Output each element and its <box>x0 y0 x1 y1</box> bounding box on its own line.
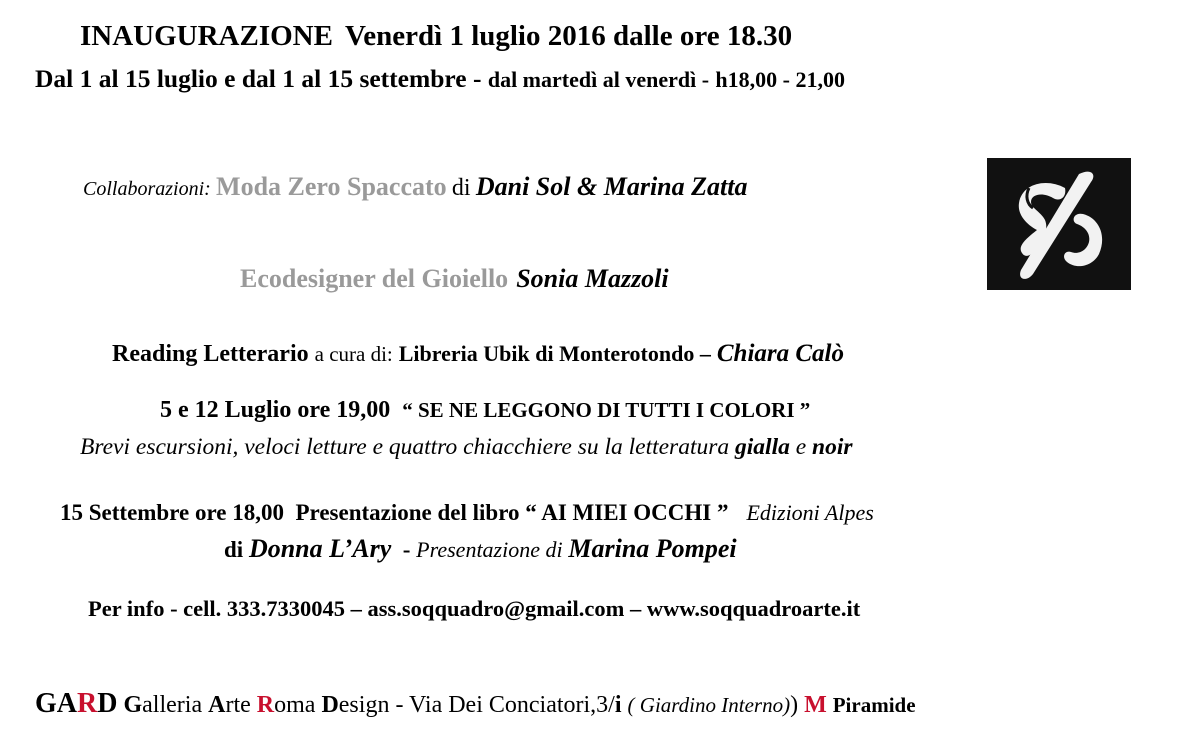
reading-person: Chiara Calò <box>716 340 844 367</box>
book-date: 15 Settembre ore 18,00 <box>60 500 284 525</box>
inauguration-line <box>80 20 792 53</box>
address-close: ) <box>790 692 799 718</box>
address: - Via Dei Conciatori,3/ <box>395 692 615 718</box>
book-presentation: Presentazione del libro <box>295 500 520 525</box>
collab-names: Dani Sol & Marina Zatta <box>475 172 748 201</box>
book-sep: - <box>402 537 411 562</box>
metro-icon: M <box>804 692 827 718</box>
collab-label: Collaborazioni: <box>83 178 211 200</box>
reading-library: Libreria Ubik di Monterotondo – <box>398 341 711 366</box>
collab-di: di <box>451 175 471 201</box>
book-presenter: Marina Pompei <box>568 534 737 563</box>
dates-line <box>35 64 845 94</box>
reading-e: e <box>795 434 807 460</box>
contact-line: Per info - cell. 333.7330045 – ass.soqquadro@gmail.com – www.soqquadroarte.it <box>88 596 861 621</box>
inauguration-date: Venerdì 1 luglio 2016 dalle ore 18.30 <box>344 20 793 52</box>
reading-description <box>80 434 853 461</box>
address-i: i <box>614 692 622 718</box>
reading-desc-start: Brevi escursioni, veloci letture e quattro chiacchiere su la letteratura <box>80 434 730 460</box>
ecodesigner-name: Sonia Mazzoli <box>516 264 669 293</box>
address-garden: ( Giardino Interno) <box>627 693 791 717</box>
footer-line <box>35 688 916 720</box>
reading-title: Reading Letterario <box>112 341 309 367</box>
book-line <box>60 500 874 526</box>
book-author: Donna L’Ary <box>248 534 392 563</box>
reading-cura: a cura di: <box>314 342 393 366</box>
reading-noir: noir <box>812 434 853 460</box>
reading-event-title: “ SE NE LEGGONO DI TUTTI I COLORI ” <box>402 398 811 422</box>
metro-name: Piramide <box>832 693 916 717</box>
inauguration-label: INAUGURAZIONE <box>80 20 333 52</box>
book-di: di <box>224 537 244 562</box>
gard-logo-text: GARD <box>35 688 118 719</box>
book-title: “ AI MIEI OCCHI ” <box>525 500 729 525</box>
soqquadro-logo-icon <box>987 158 1131 290</box>
galleria-name: Galleria Arte Roma Design <box>123 692 390 718</box>
reading-event-line <box>160 397 810 424</box>
reading-dates: 5 e 12 Luglio ore 19,00 <box>160 397 391 423</box>
opening-days: dal martedì al venerdì - <box>487 67 710 92</box>
collab-brand: Moda Zero Spaccato <box>216 172 447 201</box>
opening-hours: h18,00 - 21,00 <box>715 67 845 92</box>
reading-gialla: gialla <box>735 434 790 460</box>
dates-main: Dal 1 al 15 luglio e dal 1 al 15 settembre - <box>35 64 482 93</box>
book-presented-by: Presentazione di <box>416 537 563 562</box>
ecodesigner-line <box>240 264 669 294</box>
book-publisher: Edizioni Alpes <box>746 500 874 525</box>
ecodesigner-role: Ecodesigner del Gioiello <box>240 264 509 293</box>
book-author-line <box>224 534 737 564</box>
reading-line <box>112 340 844 368</box>
collaborations-line <box>83 172 747 202</box>
